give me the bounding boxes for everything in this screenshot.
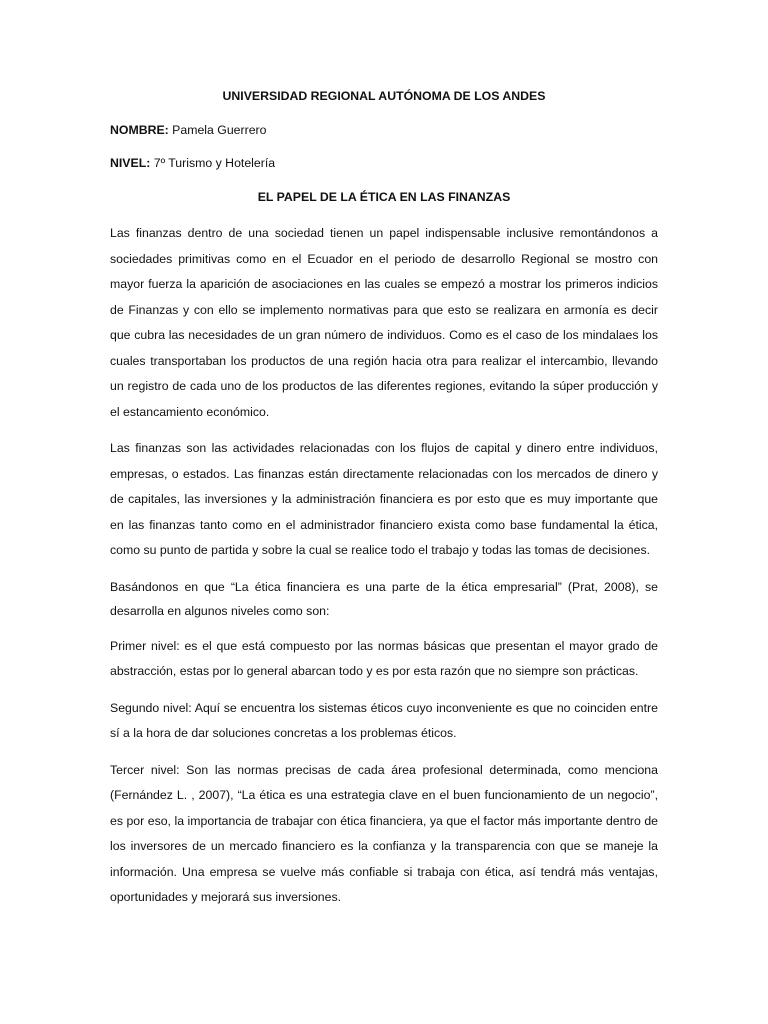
university-title: UNIVERSIDAD REGIONAL AUTÓNOMA DE LOS ANDES	[222, 89, 546, 103]
paragraph-second-level: Segundo nivel: Aquí se encuentra los sistemas éticos cuyo inconveniente es que no coinciden entre sí a la hora de dar soluciones concretas a los problemas éticos.	[110, 700, 658, 741]
name-value: Pamela Guerrero	[168, 122, 267, 137]
level-field	[110, 155, 658, 172]
paragraph-third-level: Tercer nivel: Son las normas precisas de cada área profesional determinada, como menciona (Fernández L. , 2007), “La ética es una estrategia clave en el buen funcionamiento de un negocio”, es por eso, la importancia de trabajar con ética financiera, ya que el factor más importante dentro de los inversores de un mercado financiero es la confianza y la transparencia con que se maneje la información. Una empresa se vuelve más confiable si trabaja con ética, así tendrá más ventajas, oportunidades y mejorará sus inversiones.	[110, 762, 658, 905]
name-field	[110, 122, 658, 139]
paragraph-definition: Las finanzas son las actividades relacionadas con los flujos de capital y dinero entre individuos, empresas, o estados. Las finanzas están directamente relacionadas con los mercados de dinero y de capitales, las inversiones y la administración financiera es por esto que es muy importante que en las finanzas tanto como en el administrador financiero exista como base fundamental la ética, como su punto de partida y sobre la cual se realice todo el trabajo y todas las tomas de decisiones.	[110, 441, 658, 558]
paragraph-first-level: Primer nivel: es el que está compuesto por las normas básicas que presentan el mayor grado de abstracción, estas por lo general abarcan todo y es por esta razón que no siempre son prácticas.	[110, 638, 658, 679]
name-label: NOMBRE:	[110, 122, 169, 137]
essay-title: EL PAPEL DE LA ÉTICA EN LAS FINANZAS	[257, 189, 511, 204]
paragraph-levels-intro: Basándonos en que “La ética financiera es una parte de la ética empresarial” (Prat, 2008), se desarrolla en algunos niveles como son:	[110, 579, 658, 618]
level-value: 7º Turismo y Hotelería	[150, 156, 276, 171]
level-label: NIVEL:	[110, 156, 151, 171]
paragraph-history: Las finanzas dentro de una sociedad tienen un papel indispensable inclusive remontándonos a sociedades primitivas como en el Ecuador en el periodo de desarrollo Regional se mostro con mayor fuerza la aparición de asociaciones en las cuales se empezó a mostrar los primeros indicios de Finanzas y con ello se implemento normativas para que esto se realizara en armonía es decir que cubra las necesidades de un gran número de individuos. Como es el caso de los mindalaes los cuales transportaban los productos de una región hacia otra para realizar el intercambio, llevando un registro de cada uno de los productos de las diferentes regiones, evitando la súper producción y el estancamiento económico.	[110, 226, 658, 419]
